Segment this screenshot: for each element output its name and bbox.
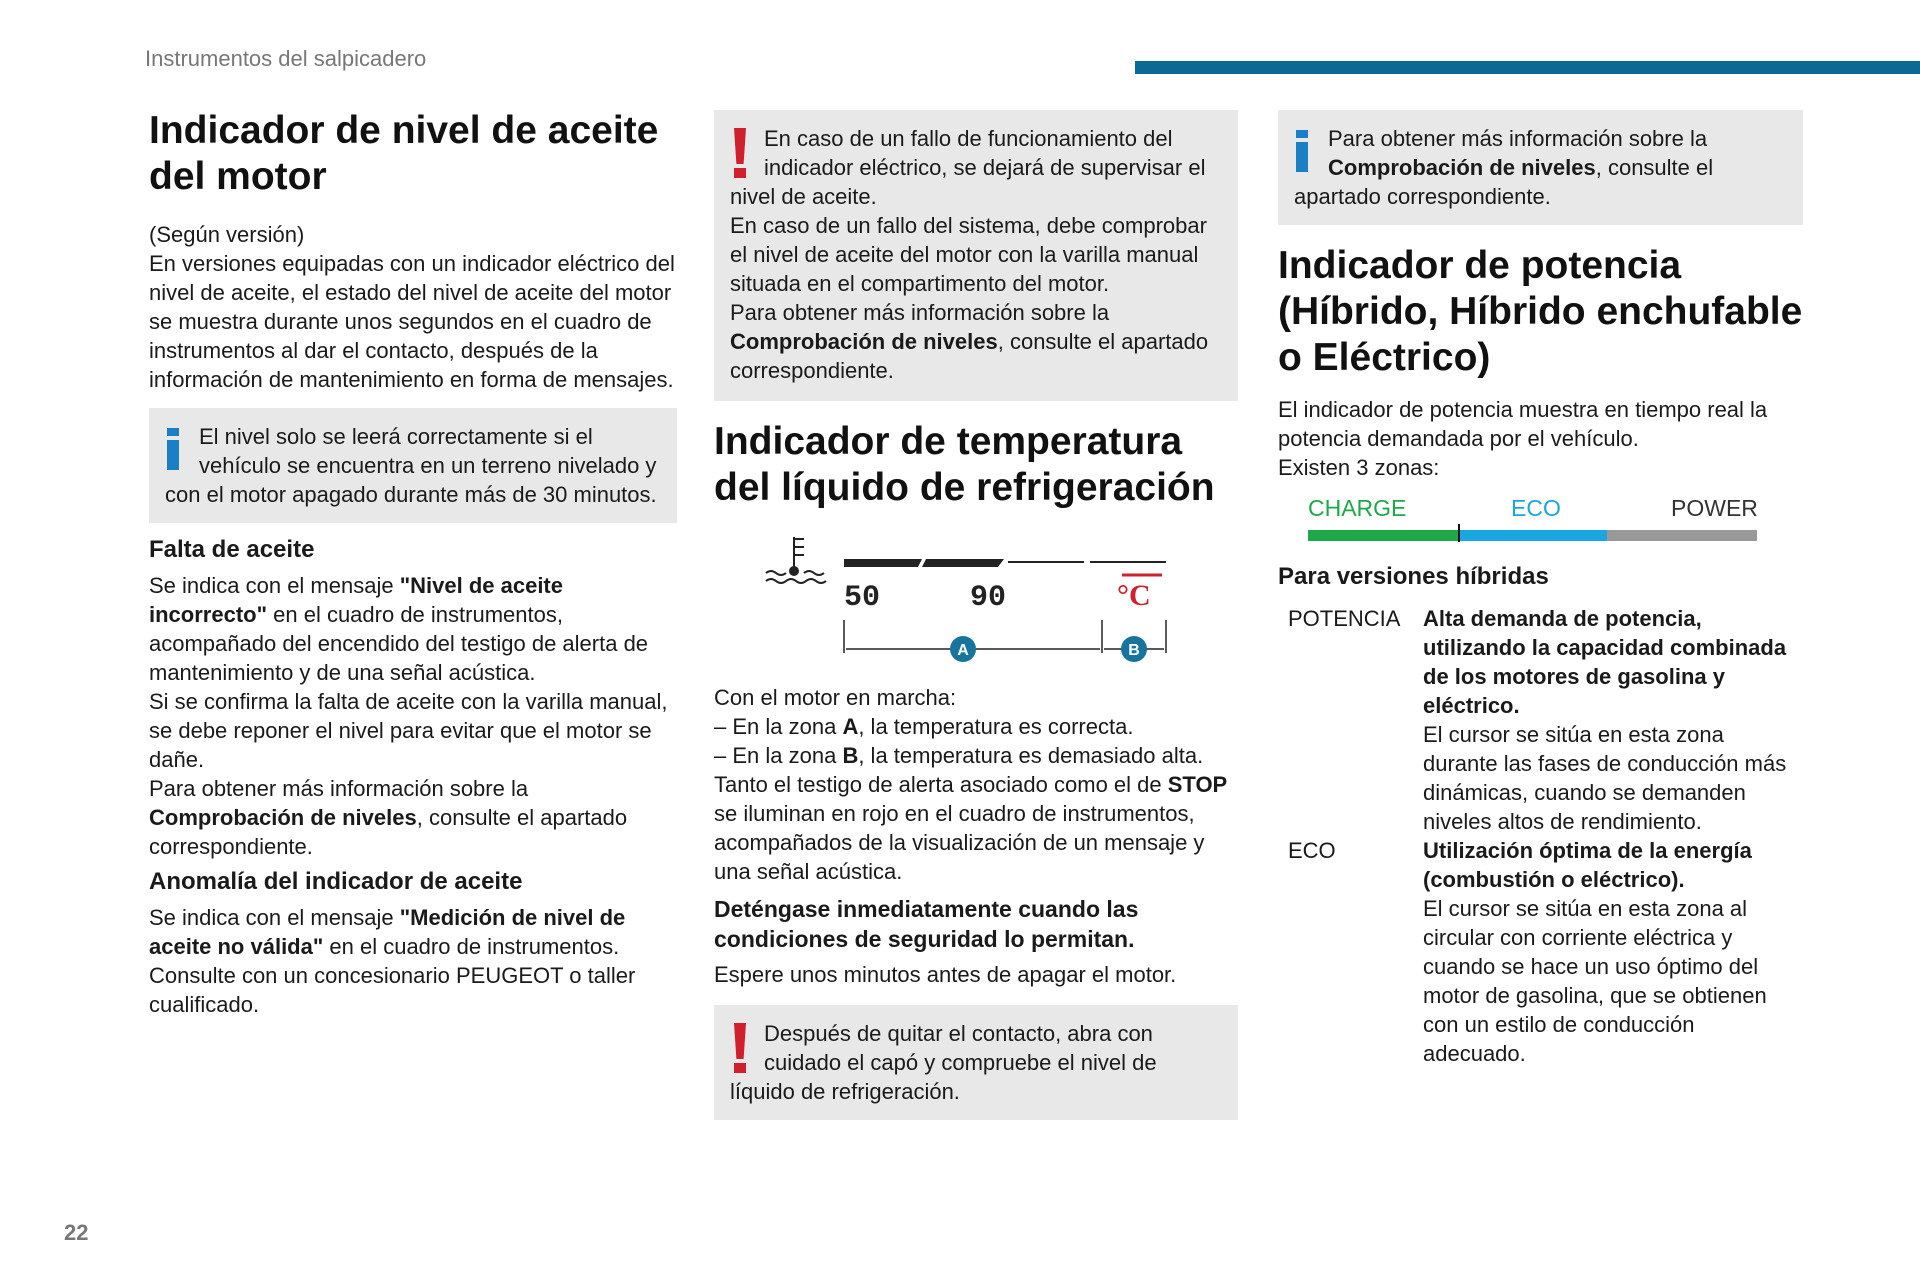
info-icon (1294, 124, 1324, 180)
gauge-unit: °C (1117, 579, 1151, 612)
info-text: El nivel solo se leerá correctamente si el vehículo se encuentra en un terreno nivelado y con el motor apagado durante más de 30 minutos. (165, 424, 657, 507)
section-header: Instrumentos del salpicadero (145, 46, 427, 71)
missing-oil-heading: Falta de aceite (149, 536, 315, 563)
header-bar (1135, 61, 1920, 74)
zone-power-label: POWER (1671, 495, 1758, 521)
oil-level-title: Indicador de nivel de aceite del motor (149, 109, 659, 198)
column-1 (149, 108, 677, 1019)
gauge-tick-50: 50 (844, 581, 881, 615)
coolant-thermometer-icon (766, 537, 826, 583)
coolant-title: Indicador de temperatura del líquido de refrigeración (714, 420, 1215, 509)
column-3 (1278, 110, 1803, 1068)
zone-power-bar (1607, 530, 1757, 541)
info-box-2: Para obtener más información sobre la Comprobación de niveles, consulte el apartado correspondiente. (1278, 110, 1803, 225)
zone-charge-label: CHARGE (1308, 495, 1407, 521)
definition-list (1278, 604, 1803, 1068)
hybrid-subtitle: Para versiones híbridas (1278, 563, 1549, 590)
page-number: 22 (64, 1220, 89, 1245)
column-2 (714, 110, 1238, 1120)
power-zones-diagram (1278, 488, 1803, 548)
definition-potencia: POTENCIA Alta demanda de potencia, utilizando la capacidad combinada de los motores de gasolina y eléctrico. El cursor se sitúa en esta zona durante las fases de conducción más dinámicas, cuando se demanden niveles altos de rendimiento. (1288, 606, 1787, 834)
wait-text: Espere unos minutos antes de apagar el motor. (714, 962, 1177, 987)
zone-charge-bar (1308, 530, 1458, 541)
zone-eco-bar (1458, 530, 1607, 541)
svg-text:A: A (957, 642, 969, 659)
stop-warning-text: Deténgase inmediatamente cuando las condiciones de seguridad lo permitan. (714, 896, 1139, 952)
oil-level-intro: (Según versión) En versiones equipadas con un indicador eléctrico del nivel de aceite, el estado del nivel de aceite del motor se muestra durante unos segundos en el cuadro de instrumentos al dar el contacto, después de la información de mantenimiento en forma de mensajes. (149, 222, 675, 392)
power-intro: El indicador de potencia muestra en tiempo real la potencia demandada por el vehículo. Existen 3 zonas: (1278, 397, 1768, 480)
svg-text:B: B (1128, 642, 1140, 659)
warning-icon (730, 124, 760, 180)
zone-eco-label: ECO (1511, 495, 1561, 521)
coolant-gauge-diagram (714, 525, 1238, 675)
info-box (149, 408, 677, 523)
coolant-text: Con el motor en marcha: – En la zona A, la temperatura es correcta. – En la zona B, la temperatura es demasiado alta. Tanto el testigo de alerta asociado como el de STOP se iluminan en rojo en el cuadro de instrumentos, acompañados de la visualización de un mensaje y una señal acústica. (714, 685, 1228, 884)
power-title: Indicador de potencia (Híbrido, Híbrido enchufable o Eléctrico) (1278, 244, 1803, 379)
anomaly-heading: Anomalía del indicador de aceite (149, 868, 523, 895)
warning-box: En caso de un fallo de funcionamiento del indicador eléctrico, se dejará de supervisar el nivel de aceite. En caso de un fallo del sistema, debe comprobar el nivel de aceite del motor con la varilla manual situada en el compartimento del motor. Para obtener más información sobre la Comprobación de niveles, consulte el apartado correspondiente. (714, 110, 1238, 401)
warning-box-2: Después de quitar el contacto, abra con cuidado el capó y compruebe el nivel de líquido de refrigeración. (714, 1005, 1238, 1120)
info-icon (165, 422, 195, 478)
gauge-tick-90: 90 (970, 581, 1007, 615)
anomaly-text: Se indica con el mensaje "Medición de nivel de aceite no válida" en el cuadro de instrumentos. Consulte con un concesionario PEUGEOT o taller cualificado. (149, 905, 636, 1017)
warning-icon (730, 1019, 760, 1075)
missing-oil-text: Se indica con el mensaje "Nivel de aceite incorrecto" en el cuadro de instrumentos, acompañado del encendido del testigo de alerta de mantenimiento y de una señal acústica. Si se confirma la falta de aceite con la varilla manual, se debe reponer el nivel para evitar que el motor se dañe. Para obtener más información sobre la Comprobación de niveles, consulte el apartado correspondiente. (149, 573, 668, 859)
definition-eco: ECO Utilización óptima de la energía (combustión o eléctrico). El cursor se sitúa en esta zona al circular con corriente eléctrica y cuando se hace un uso óptimo del motor de gasolina, que se obtienen con un estilo de conducción adecuado. (1288, 838, 1767, 1066)
